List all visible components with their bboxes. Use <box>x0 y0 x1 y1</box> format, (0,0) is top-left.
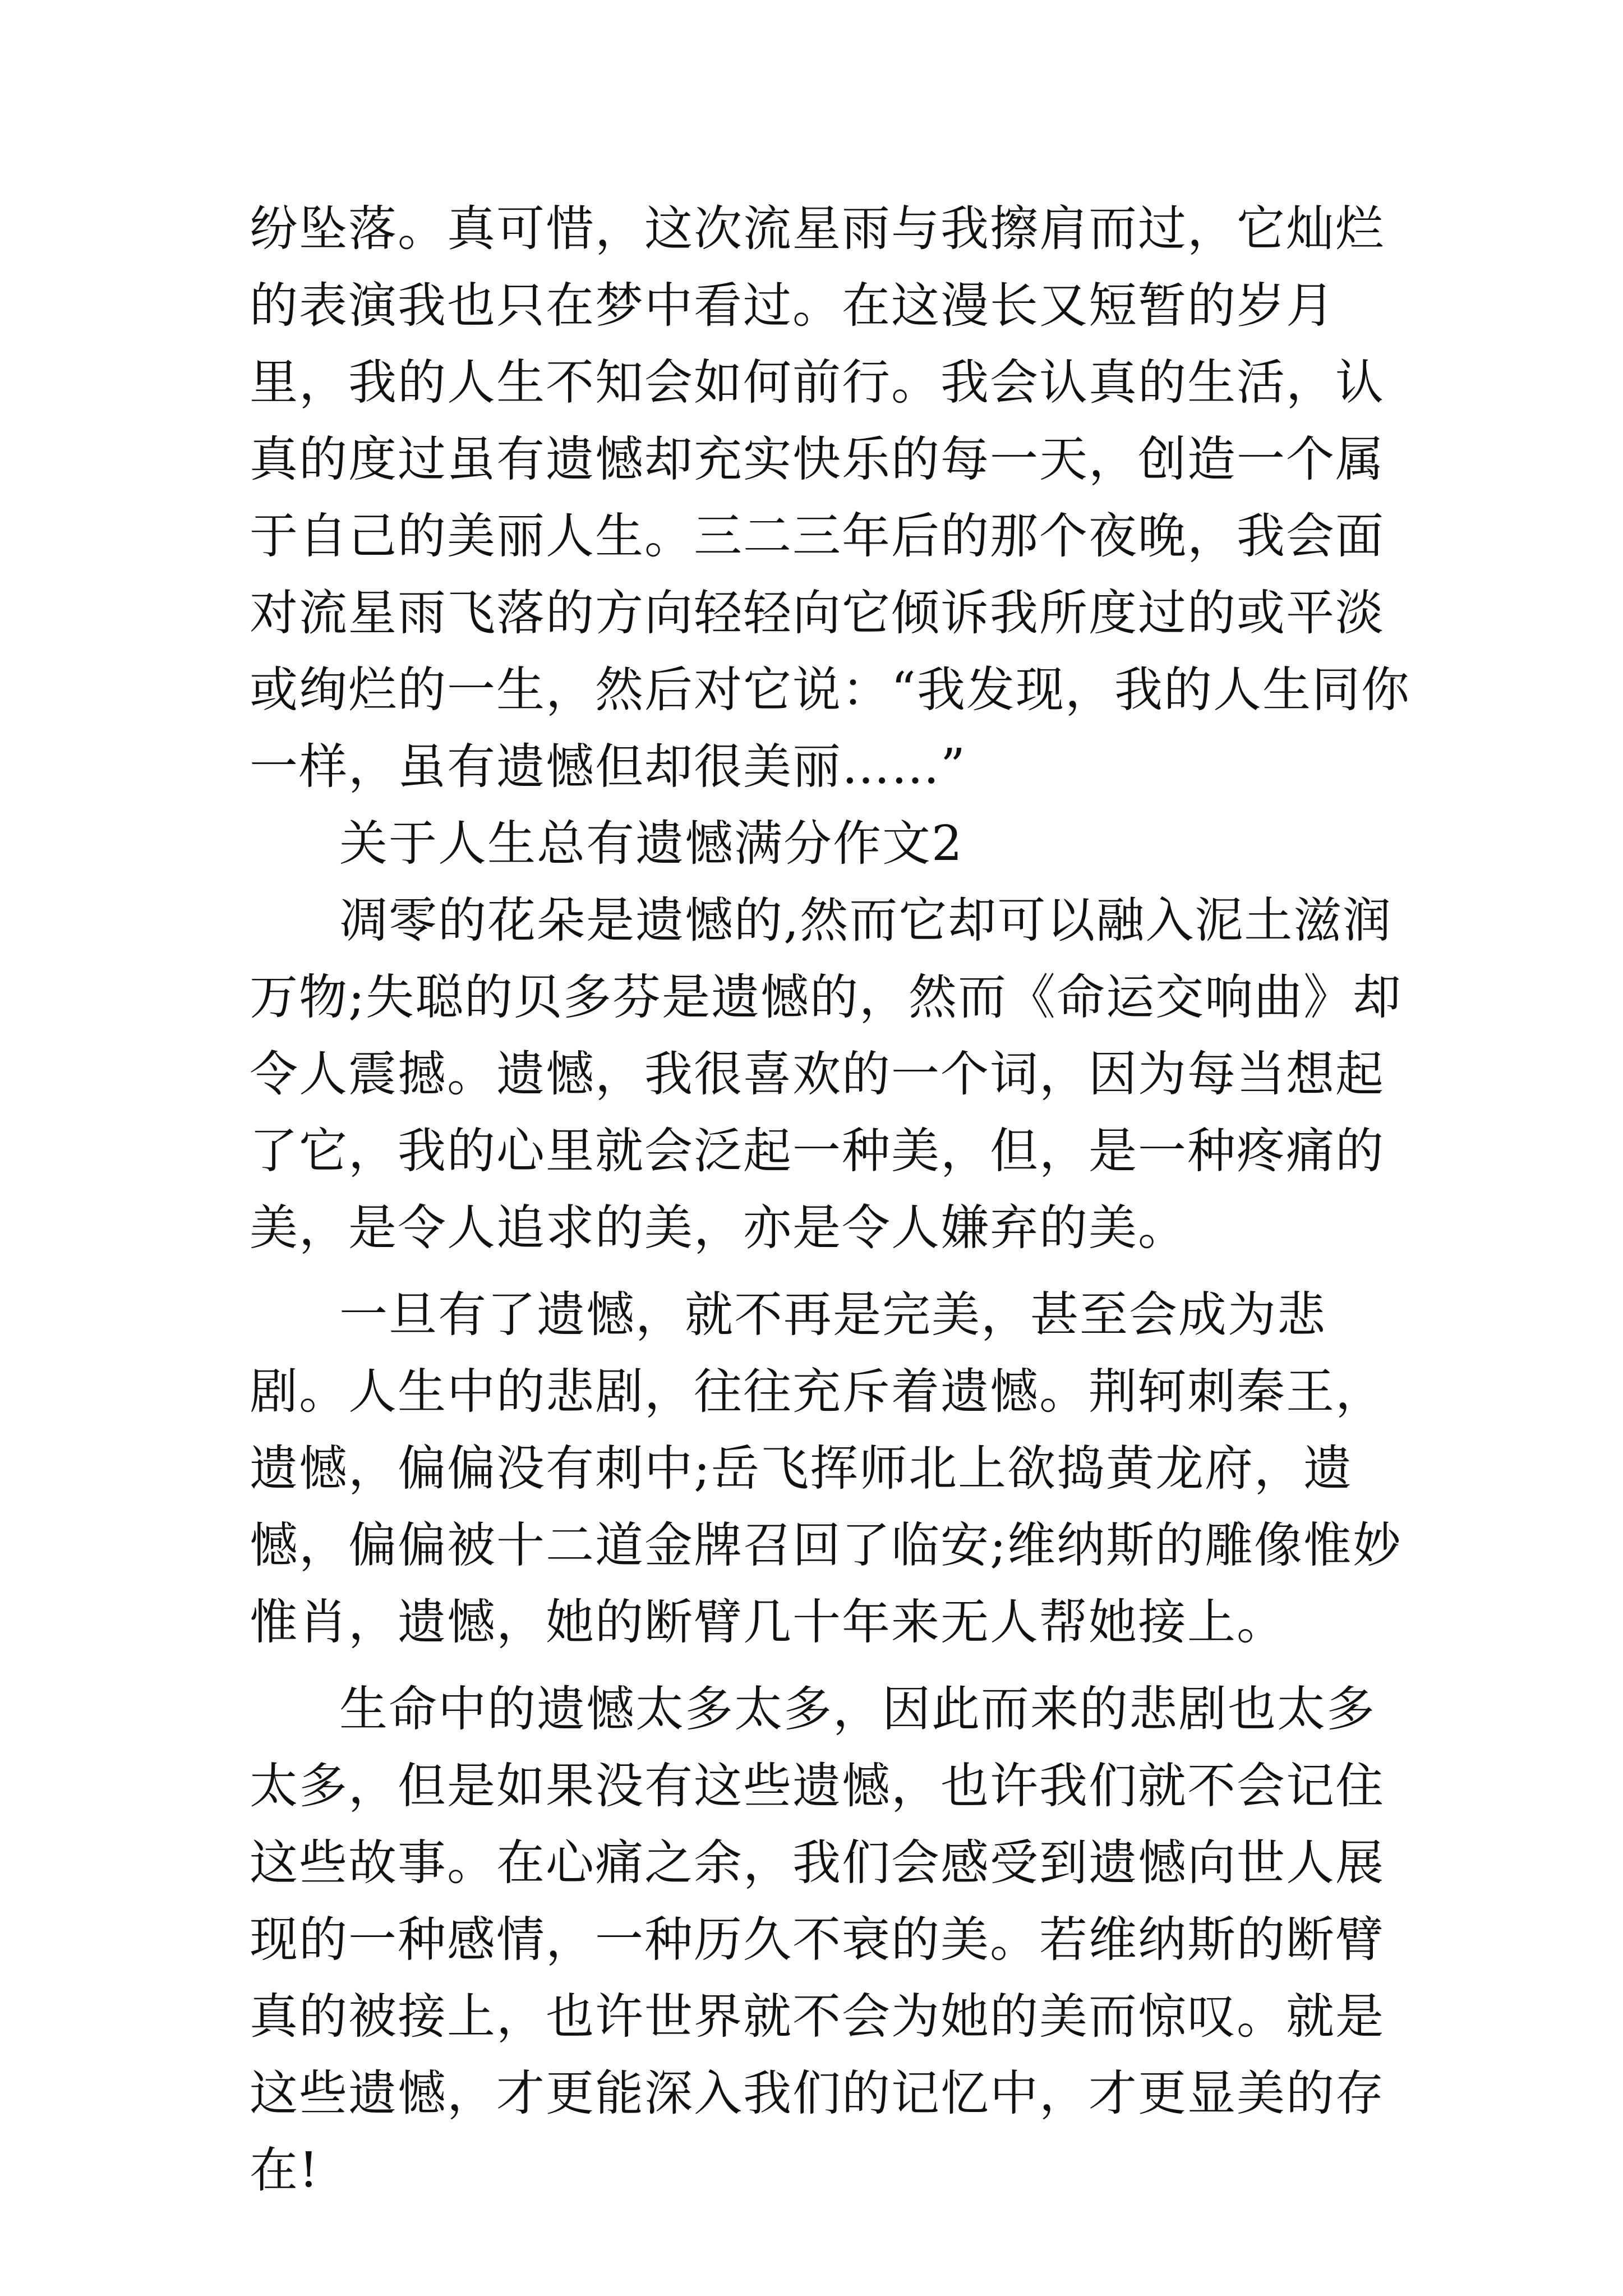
essay-title: 关于人生总有遗憾满分作文2 <box>339 816 963 872</box>
document-body <box>250 191 1416 2209</box>
paragraph: 生命中的遗憾太多太多，因此而来的悲剧也太多太多，但是如果没有这些遗憾，也许我们就不会记住这些故事。在心痛之余，我们会感受到遗憾向世人展现的一种感情，一种历久不衰的美。若维纳斯的断臂真的被接上，也许世界就不会为她的美而惊叹。就是这些遗憾，才更能深入我们的记忆中，才更显美的存在! <box>250 1681 1385 2198</box>
paragraph: 一旦有了遗憾，就不再是完美，甚至会成为悲剧。人生中的悲剧，往往充斥着遗憾。荆轲刺秦王，遗憾，偏偏没有刺中;岳飞挥师北上欲捣黄龙府，遗憾，偏偏被十二道金牌召回了临安;维纳斯的雕像惟妙惟肖，遗憾，她的断臂几十年来无人帮她接上。 <box>250 1287 1402 1650</box>
paragraph: 凋零的花朵是遗憾的,然而它却可以融入泥土滋润万物;失聪的贝多芬是遗憾的，然而《命运交响曲》却令人震撼。遗憾，我很喜欢的一个词，因为每当想起了它，我的心里就会泛起一种美，但，是一种疼痛的美，是令人追求的美，亦是令人嫌弃的美。 <box>250 892 1402 1256</box>
paragraph-continued: 纷坠落。真可惜，这次流星雨与我擦肩而过，它灿烂的表演我也只在梦中看过。在这漫长又短暂的岁月里，我的人生不知会如何前行。我会认真的生活，认真的度过虽有遗憾却充实快乐的每一天，创造一个属于自己的美丽人生。三二三年后的那个夜晚，我会面对流星雨飞落的方向轻轻向它倾诉我所度过的或平淡或绚烂的一生，然后对它说：“我发现，我的人生同你一样，虽有遗憾但却很美丽……” <box>250 201 1410 795</box>
